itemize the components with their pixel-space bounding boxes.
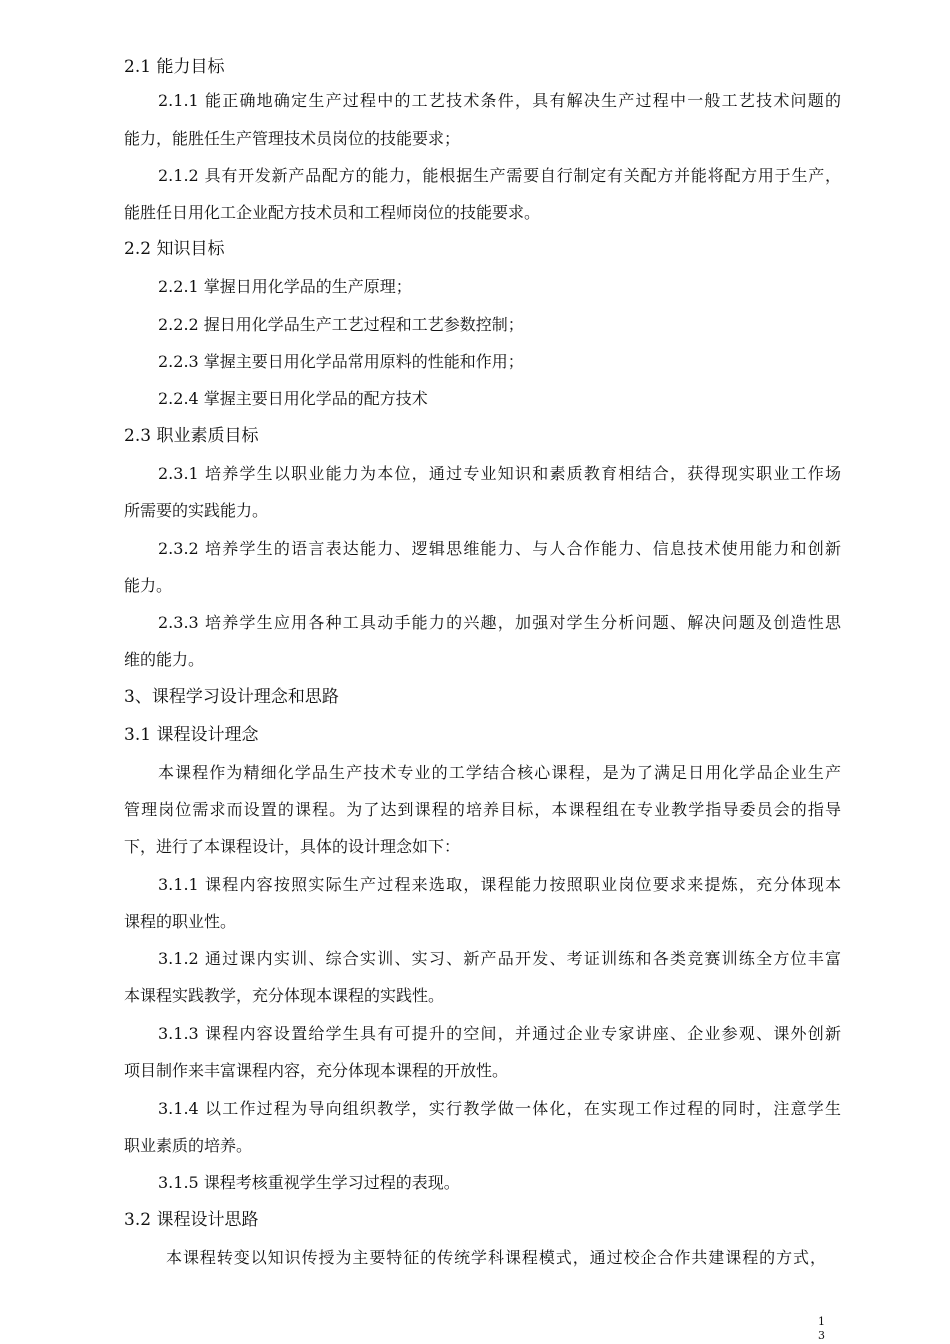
- paragraph-3-1-3-line-1: 3.1.3 课程内容设置给学生具有可提升的空间，并通过企业专家讲座、企业参观、课外创新: [158, 1024, 841, 1043]
- heading-3-1: 3.1 课程设计理念: [124, 725, 259, 745]
- paragraph-3-1-5: 3.1.5 课程考核重视学生学习过程的表现。: [158, 1173, 460, 1192]
- heading-2-2: 2.2 知识目标: [124, 239, 225, 259]
- paragraph-2-1-1-line-2: 能力，能胜任生产管理技术员岗位的技能要求；: [124, 129, 461, 148]
- item-2-2-2: 2.2.2 握日用化学品生产工艺过程和工艺参数控制；: [158, 315, 524, 334]
- paragraph-3-1-3-line-2: 项目制作来丰富课程内容，充分体现本课程的开放性。: [124, 1061, 509, 1080]
- paragraph-2-3-1-line-1: 2.3.1 培养学生以职业能力为本位，通过专业知识和素质教育相结合，获得现实职业工作场: [158, 464, 841, 483]
- paragraph-3-1-4-line-2: 职业素质的培养。: [124, 1136, 253, 1155]
- item-2-2-1: 2.2.1 掌握日用化学品的生产原理；: [158, 277, 412, 296]
- page-number-digit-2: 3: [818, 1329, 825, 1342]
- paragraph-3-2-intro-line-1: 本课程转变以知识传授为主要特征的传统学科课程模式，通过校企合作共建课程的方式，: [166, 1248, 826, 1267]
- paragraph-3-1-2-line-1: 3.1.2 通过课内实训、综合实训、实习、新产品开发、考证训练和各类竞赛训练全方位丰富: [158, 949, 841, 968]
- paragraph-3-1-intro-line-3: 下，进行了本课程设计，具体的设计理念如下：: [124, 837, 461, 856]
- paragraph-2-1-2-line-2: 能胜任日用化工企业配方技术员和工程师岗位的技能要求。: [124, 203, 541, 222]
- paragraph-3-1-intro-line-1: 本课程作为精细化学品生产技术专业的工学结合核心课程，是为了满足日用化学品企业生产: [158, 763, 841, 782]
- heading-3-2: 3.2 课程设计思路: [124, 1210, 259, 1230]
- item-2-2-3: 2.2.3 掌握主要日用化学品常用原料的性能和作用；: [158, 352, 524, 371]
- paragraph-2-1-1-line-1: 2.1.1 能正确地确定生产过程中的工艺技术条件，具有解决生产过程中一般工艺技术问题的: [158, 91, 841, 110]
- paragraph-3-1-4-line-1: 3.1.4 以工作过程为导向组织教学，实行教学做一体化，在实现工作过程的同时，注意学生: [158, 1099, 841, 1118]
- heading-2-3: 2.3 职业素质目标: [124, 426, 259, 446]
- paragraph-2-3-2-line-2: 能力。: [124, 576, 173, 595]
- paragraph-2-3-3-line-1: 2.3.3 培养学生应用各种工具动手能力的兴趣，加强对学生分析问题、解决问题及创造性思: [158, 613, 841, 632]
- paragraph-3-1-2-line-2: 本课程实践教学，充分体现本课程的实践性。: [124, 986, 445, 1005]
- paragraph-2-1-2-line-1: 2.1.2 具有开发新产品配方的能力，能根据生产需要自行制定有关配方并能将配方用于生产，: [158, 166, 841, 185]
- paragraph-2-3-1-line-2: 所需要的实践能力。: [124, 501, 269, 520]
- heading-2-1: 2.1 能力目标: [124, 57, 225, 77]
- item-2-2-4: 2.2.4 掌握主要日用化学品的配方技术: [158, 389, 428, 408]
- paragraph-2-3-3-line-2: 维的能力。: [124, 650, 205, 669]
- page-number-digit-1: 1: [818, 1315, 825, 1328]
- heading-3: 3、课程学习设计理念和思路: [124, 687, 339, 707]
- paragraph-3-1-1-line-2: 课程的职业性。: [124, 912, 237, 931]
- paragraph-2-3-2-line-1: 2.3.2 培养学生的语言表达能力、逻辑思维能力、与人合作能力、信息技术使用能力和创新: [158, 539, 841, 558]
- paragraph-3-1-1-line-1: 3.1.1 课程内容按照实际生产过程来选取，课程能力按照职业岗位要求来提炼，充分体现本: [158, 875, 841, 894]
- paragraph-3-1-intro-line-2: 管理岗位需求而设置的课程。为了达到课程的培养目标，本课程组在专业教学指导委员会的指导: [124, 800, 841, 819]
